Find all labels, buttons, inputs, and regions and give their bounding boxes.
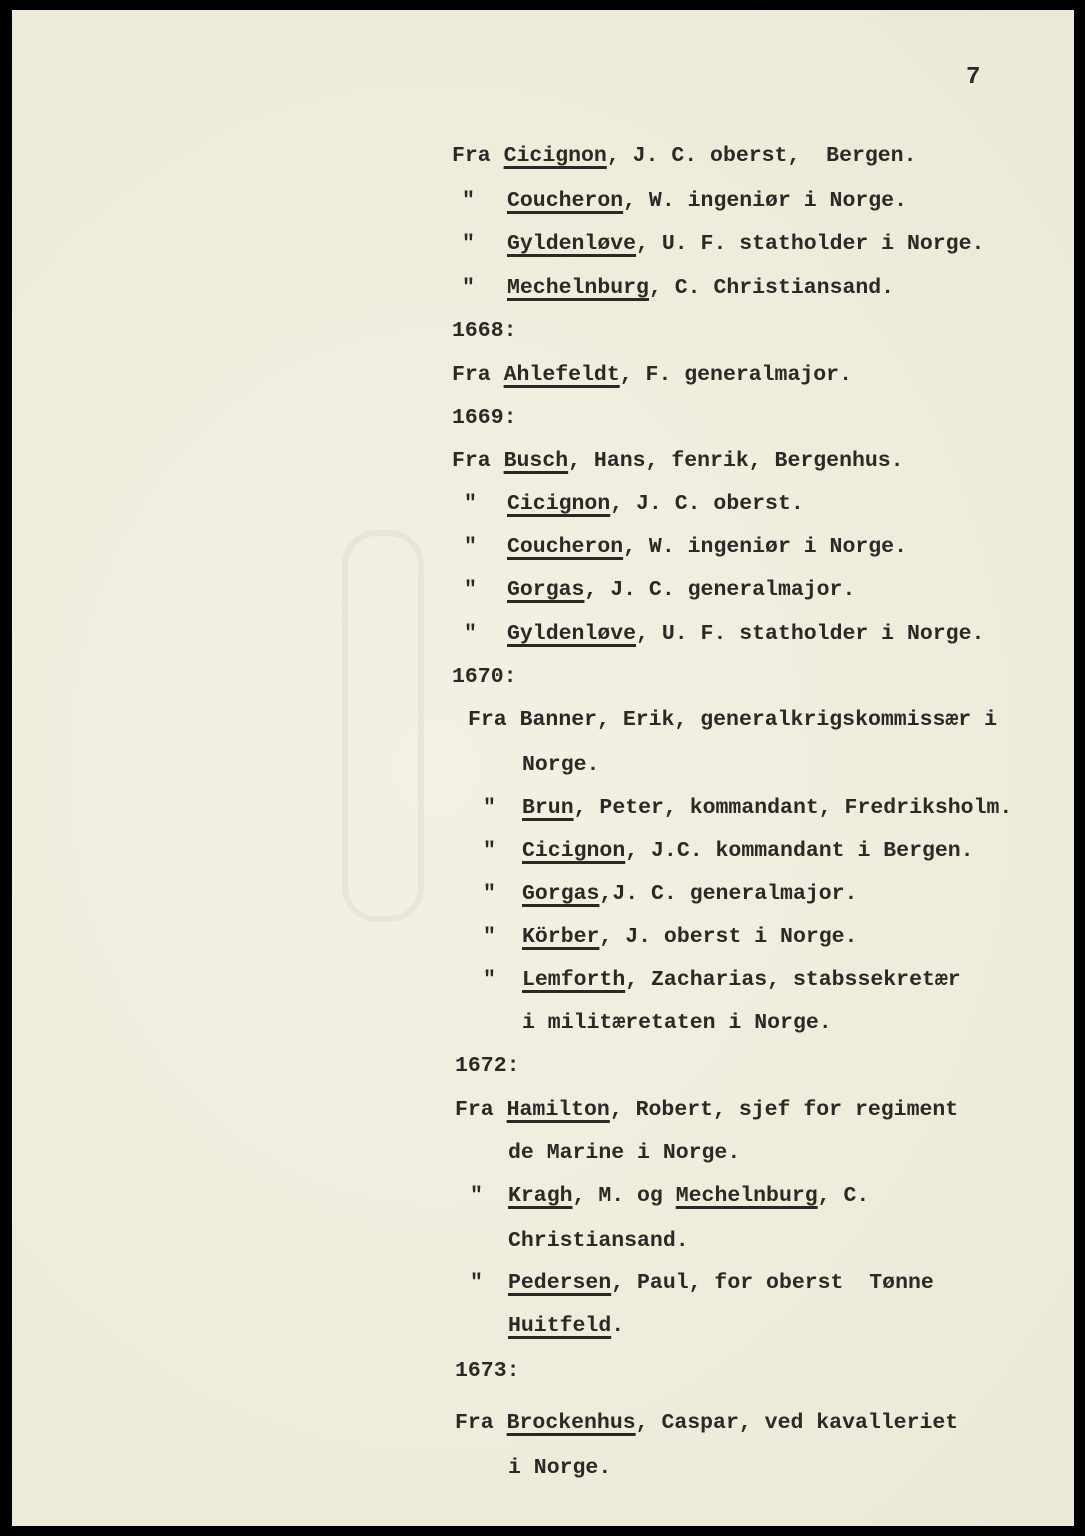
- line-prefix: Fra: [452, 363, 504, 387]
- line-prefix: Fra: [455, 1411, 507, 1435]
- entry-text: , J. oberst i Norge.: [599, 925, 858, 949]
- line-prefix: Fra: [455, 1098, 507, 1122]
- entry-text: , J. C. generalmajor.: [584, 578, 856, 602]
- entry-text: i Norge.: [508, 1456, 612, 1480]
- ditto-mark: ": [470, 1184, 483, 1208]
- entry-text: , C. Christiansand.: [648, 276, 895, 300]
- entry-text: Banner, Erik, generalkrigskommissær i: [519, 708, 997, 732]
- document-line: [455, 1053, 520, 1079]
- document-line: [462, 188, 907, 214]
- underlined-name: Busch: [503, 449, 569, 473]
- document-line: [462, 275, 894, 301]
- document-line: [483, 795, 1012, 821]
- page-number: 7: [966, 64, 981, 91]
- document-line: [508, 1313, 624, 1339]
- document-line: [508, 1140, 740, 1166]
- line-prefix: Fra: [452, 144, 504, 168]
- line-prefix: Fra: [452, 449, 504, 473]
- underlined-name: Gorgas: [507, 578, 585, 602]
- entry-text: 1670:: [452, 665, 517, 689]
- entry-text: , W. ingeniør i Norge.: [623, 535, 907, 559]
- entry-text: i militæretaten i Norge.: [522, 1011, 832, 1035]
- underlined-name: Cicignon: [507, 492, 611, 516]
- document-line: [508, 1228, 689, 1254]
- entry-text: , Zacharias, stabssekretær: [625, 968, 961, 992]
- entry-text: , Robert, sjef for regiment: [609, 1098, 959, 1122]
- document-line: [452, 362, 852, 388]
- document-line: [468, 707, 997, 733]
- ditto-mark: ": [470, 1271, 483, 1295]
- entry-text: , Hans, fenrik, Bergenhus.: [568, 449, 904, 473]
- ditto-mark: ": [464, 622, 477, 646]
- document-line: [483, 881, 857, 907]
- document-line: [470, 1183, 869, 1209]
- underlined-name: Gyldenløve: [507, 622, 637, 646]
- entry-text: de Marine i Norge.: [508, 1141, 741, 1165]
- document-line: [462, 231, 984, 257]
- document-line: [452, 664, 517, 690]
- entry-text: , U. F. statholder i Norge.: [636, 622, 985, 646]
- ditto-mark: ": [464, 535, 477, 559]
- document-line: [464, 491, 804, 517]
- entry-text: , Peter, kommandant, Fredriksholm.: [573, 796, 1013, 820]
- document-line: [464, 577, 855, 603]
- ditto-mark: ": [464, 492, 477, 516]
- entry-text: , C.: [817, 1184, 870, 1208]
- entry-text: , J. C. oberst.: [610, 492, 804, 516]
- underlined-name: Gorgas: [522, 882, 600, 906]
- underlined-name: Mechelnburg: [507, 276, 649, 300]
- entry-text: Norge.: [522, 753, 600, 777]
- underlined-name: Cicignon: [503, 144, 607, 168]
- document-line: [452, 318, 517, 344]
- underlined-name: Hamilton: [506, 1098, 610, 1122]
- ditto-mark: ": [483, 882, 496, 906]
- underlined-name: Brockenhus: [506, 1411, 636, 1435]
- entry-text: 1672:: [455, 1054, 520, 1078]
- underlined-name: Brun: [522, 796, 574, 820]
- document-line: [455, 1097, 958, 1123]
- underlined-name: Cicignon: [522, 839, 626, 863]
- entry-text: , M. og: [572, 1184, 676, 1208]
- underlined-name: Coucheron: [507, 189, 624, 213]
- document-line: [455, 1358, 520, 1384]
- underlined-name: Pedersen: [508, 1271, 612, 1295]
- entry-text: 1668:: [452, 319, 517, 343]
- entry-text: , J.C. kommandant i Bergen.: [625, 839, 974, 863]
- entry-text: , U. F. statholder i Norge.: [636, 232, 985, 256]
- entry-text: Christiansand.: [508, 1229, 689, 1253]
- entry-text: , W. ingeniør i Norge.: [623, 189, 907, 213]
- document-line: [452, 448, 904, 474]
- entry-text: , J. C. oberst, Bergen.: [606, 144, 917, 168]
- underlined-name: Lemforth: [522, 968, 626, 992]
- document-line: [452, 143, 916, 169]
- underlined-name: Coucheron: [507, 535, 624, 559]
- document-line: [452, 405, 517, 431]
- document-line: [508, 1455, 611, 1481]
- document-line: [483, 967, 961, 993]
- document-line: [483, 838, 974, 864]
- document-line: [455, 1410, 958, 1436]
- entry-text: .: [611, 1314, 625, 1338]
- document-line: [522, 1010, 832, 1036]
- underlined-name: Gyldenløve: [507, 232, 637, 256]
- entry-text: , Caspar, ved kavalleriet: [635, 1411, 959, 1435]
- document-line: [522, 752, 599, 778]
- document-line: [464, 534, 907, 560]
- ditto-mark: ": [483, 925, 496, 949]
- ditto-mark: ": [483, 796, 496, 820]
- underlined-name: Kragh: [508, 1184, 573, 1208]
- underlined-name: Huitfeld: [508, 1314, 612, 1338]
- document-line: [464, 621, 984, 647]
- underlined-name: Ahlefeldt: [503, 363, 620, 387]
- entry-text: 1669:: [452, 406, 517, 430]
- document-line: [483, 924, 857, 950]
- entry-text: , F. generalmajor.: [619, 363, 852, 387]
- ditto-mark: ": [464, 578, 477, 602]
- ditto-mark: ": [462, 189, 475, 213]
- ditto-mark: ": [483, 839, 496, 863]
- faint-stamp: [342, 530, 424, 922]
- entry-text: , Paul, for oberst Tønne: [611, 1271, 934, 1295]
- ditto-mark: ": [462, 232, 475, 256]
- ditto-mark: ": [462, 276, 475, 300]
- document-line: [470, 1270, 934, 1296]
- entry-text: 1673:: [455, 1359, 520, 1383]
- entry-text: ,J. C. generalmajor.: [599, 882, 858, 906]
- ditto-mark: ": [483, 968, 496, 992]
- line-prefix: Fra: [468, 708, 520, 732]
- underlined-name: Körber: [522, 925, 600, 949]
- underlined-name: Mechelnburg: [675, 1184, 818, 1208]
